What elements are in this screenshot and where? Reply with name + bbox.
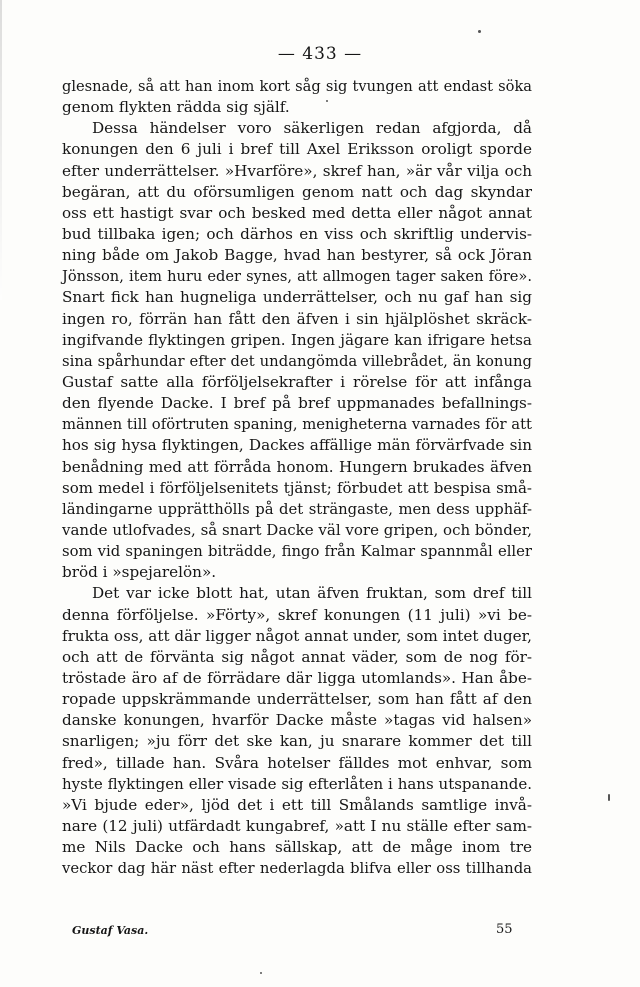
text-line: och att de förvänta sig något annat väder, som de nog för- xyxy=(62,647,532,666)
text-line: bröd i »spejarelön». xyxy=(62,563,217,582)
text-line: snarligen; »ju förr det ske kan, ju snarare kommer det till xyxy=(62,732,532,751)
text-line: som vid spaningen biträdde, fingo från Kalmar spannmål eller xyxy=(62,543,532,561)
text-line: hyste flyktingen eller visade sig efterlåten i hans utspanande. xyxy=(62,774,532,793)
text-line: nare (12 juli) utfärdadt kungabref, »att I nu ställe efter sam- xyxy=(62,816,532,835)
text-line: ning både om Jakob Bagge, hvad han bestyrer, så ock Jöran xyxy=(62,246,532,265)
text-line: Det var icke blott hat, utan äfven fruktan, som dref till xyxy=(92,584,532,603)
text-line: tröstade äro af de förrädare där ligga utomlands». Han åbe- xyxy=(62,668,532,687)
text-line: fred», tillade han. Svåra hotelser fälldes mot enhvar, som xyxy=(62,753,532,772)
text-line: genom flykten rädda sig själf. xyxy=(62,98,290,117)
footer-signature: Gustaf Vasa. xyxy=(72,924,149,937)
text-line: efter underrättelser. »Hvarföre», skref han, »är vår vilja och xyxy=(62,161,532,180)
text-line: ingifvande flyktingen gripen. Ingen jägare kan ifrigare hetsa xyxy=(62,330,532,349)
text-line: ländingarne upprätthölls på det strängaste, men dess upphäf- xyxy=(62,500,532,518)
text-line: den flyende Dacke. I bref på bref uppmanades befallnings- xyxy=(62,394,532,413)
text-line: me Nils Dacke och hans sällskap, att de måge inom tre xyxy=(62,838,532,857)
text-line: oss ett hastigt svar och besked med detta eller något annat xyxy=(62,203,532,222)
text-line: denna förföljelse. »Förty», skref konungen (11 juli) »vi be- xyxy=(62,605,532,624)
text-line: glesnade, så att han inom kort såg sig tvungen att endast söka xyxy=(62,78,532,95)
text-line: som medel i förföljelsenitets tjänst; förbudet att bespisa små- xyxy=(62,478,532,497)
text-line: Gustaf satte alla förföljelsekrafter i rörelse för att infånga xyxy=(62,372,532,391)
text-line: konungen den 6 juli i bref till Axel Eriksson oroligt sporde xyxy=(62,140,532,159)
text-line: frukta oss, att där ligger något annat under, som intet duger, xyxy=(62,626,532,645)
text-line: männen till oförtruten spaning, menigheterna varnades för att xyxy=(62,416,532,434)
text-line: hos sig hysa flyktingen, Dackes affällige män förvärfvade sin xyxy=(62,436,532,455)
text-line: vande utlofvades, så snart Dacke väl vore gripen, och bönder, xyxy=(62,520,532,539)
text-line: ingen ro, förrän han fått den äfven i sin hjälplöshet skräck- xyxy=(62,309,532,328)
text-line: Dessa händelser voro säkerligen redan afgjorda, då xyxy=(92,119,532,138)
text-line: »Vi bjude eder», ljöd det i ett till Smålands samtlige invå- xyxy=(62,795,532,814)
text-line: danske konungen, hvarför Dacke måste »tagas vid halsen» xyxy=(62,711,532,730)
footer-sheet-number: 55 xyxy=(496,922,513,937)
scan-speck xyxy=(326,100,328,102)
text-line: Snart fick han hugneliga underrättelser, och nu gaf han sig xyxy=(62,288,532,307)
text-line: veckor dag här näst efter nederlagda blifva eller oss tillhanda xyxy=(62,860,532,878)
page-number: — 433 — xyxy=(277,44,363,64)
scan-speck xyxy=(608,794,610,801)
text-line: Jönsson, item huru eder synes, att allmogen tager saken före». xyxy=(62,268,532,286)
text-line: bud tillbaka igen; och därhos en viss och skriftlig undervis- xyxy=(62,224,532,243)
body-text xyxy=(62,76,532,879)
text-line: ropade uppskrämmande underrättelser, som han fått af den xyxy=(62,690,532,709)
text-line: benådning med att förråda honom. Hungern brukades äfven xyxy=(62,457,532,476)
text-line: begäran, att du oförsumligen genom natt och dag skyndar xyxy=(62,182,532,201)
text-line: sina spårhundar efter det undangömda villebrådet, än konung xyxy=(62,352,532,370)
scan-speck xyxy=(478,30,481,33)
scan-speck xyxy=(260,972,262,974)
